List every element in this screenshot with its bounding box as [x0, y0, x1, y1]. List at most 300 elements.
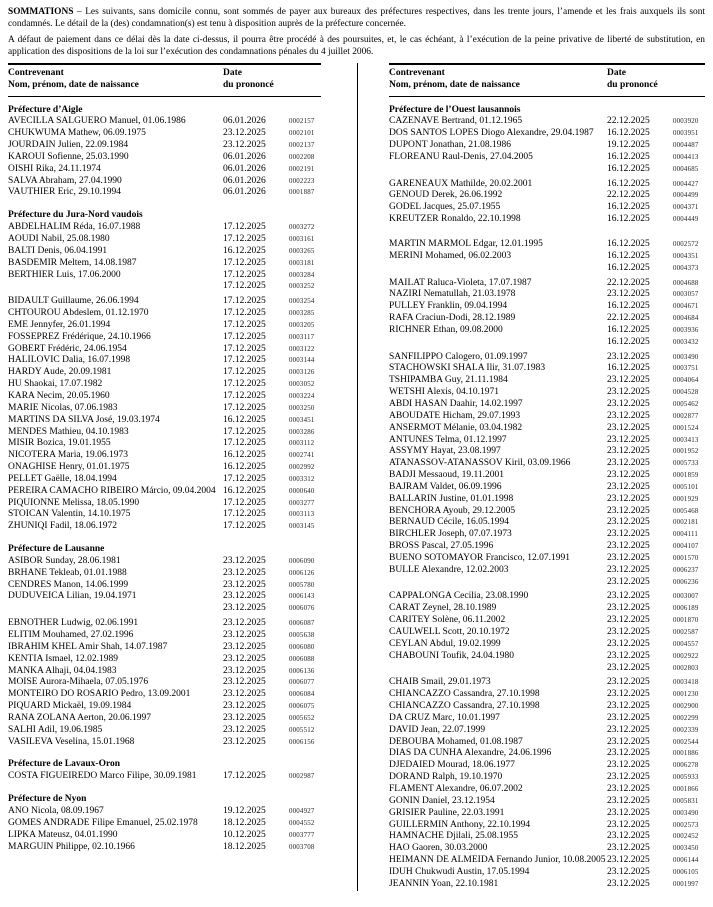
reference-number: 0002987 [289, 773, 315, 781]
reference-number: 0003936 [673, 326, 699, 334]
table-row [389, 772, 705, 784]
left-column [8, 63, 358, 890]
reference-number: 0006090 [289, 557, 315, 565]
prefecture-section [8, 544, 321, 748]
reference-number: 0002544 [673, 738, 699, 746]
contrevenant-name: KREUTZER Ronaldo, 22.10.1998 [389, 214, 521, 225]
prefecture-section [389, 105, 705, 891]
date-prononce: 23.12.2025 [223, 603, 266, 614]
contrevenant-name: BERTHIER Luis, 17.06.2000 [8, 269, 121, 280]
table-row [8, 152, 321, 164]
reference-number: 0004684 [673, 315, 699, 323]
contrevenant-name: CHIANCAZZO Cassandra, 27.10.1998 [389, 689, 540, 700]
sommations-title: SOMMATIONS [8, 7, 74, 17]
contrevenant-name: MARIE Nicolas, 07.06.1983 [8, 402, 118, 413]
table-row [389, 152, 705, 164]
reference-number: 0006076 [289, 605, 315, 613]
date-prononce: 23.12.2025 [607, 712, 650, 723]
reference-number: 0002900 [673, 703, 699, 711]
table-row [389, 627, 705, 639]
table-row [389, 128, 705, 140]
reference-number: 0003052 [289, 381, 315, 389]
reference-number: 0004499 [673, 192, 699, 200]
table-row [389, 278, 705, 290]
date-prononce: 23.12.2025 [607, 772, 650, 783]
contrevenant-name: ZHUNIQI Fadil, 18.06.1972 [8, 521, 117, 532]
reference-number: 0003181 [289, 259, 315, 267]
date-prononce: 23.12.2025 [607, 638, 650, 649]
table-row [8, 367, 321, 379]
table-row [8, 725, 321, 737]
reference-number: 0003277 [289, 499, 315, 507]
table-row [8, 568, 321, 580]
date-prononce: 23.12.2025 [607, 662, 650, 673]
contrevenant-name: DAVID Jean, 22.07.1999 [389, 724, 486, 735]
contrevenant-header [8, 68, 223, 91]
contrevenant-name: PELLET Gaëlle, 18.04.1994 [8, 473, 117, 484]
table-row [8, 164, 321, 176]
date-prononce: 23.12.2025 [607, 398, 650, 409]
table-row [8, 618, 321, 630]
reference-number: 0001870 [673, 617, 699, 625]
table-row [8, 222, 321, 234]
date-prononce: 23.12.2025 [607, 552, 650, 563]
date-prononce: 23.12.2025 [607, 541, 650, 552]
contrevenant-name: AOUDI Nabil, 25.08.1980 [8, 234, 110, 244]
contrevenant-name: KAROUI Sofienne, 25.03.1990 [8, 151, 129, 162]
reference-number: 0005468 [673, 507, 699, 515]
reference-number: 0003007 [673, 593, 699, 601]
table-row [8, 116, 321, 128]
date-prononce: 17.12.2025 [223, 521, 266, 532]
contrevenant-name: MAILAT Raluca-Violeta, 17.07.1987 [389, 277, 532, 288]
reference-number: 0004557 [673, 640, 699, 648]
contrevenant-name: NICOTERA Maria, 19.06.1973 [8, 450, 129, 461]
contrevenant-name: CHAIB Smail, 29.01.1973 [389, 677, 491, 688]
date-prononce: 23.12.2025 [607, 760, 650, 771]
date-prononce: 16.12.2025 [607, 336, 650, 347]
table-row [389, 517, 705, 529]
table-row [389, 375, 705, 387]
reference-number: 0003126 [289, 369, 315, 377]
contrevenant-name: DUDUVEICA Lilian, 19.04.1971 [8, 591, 137, 602]
reference-number: 0002191 [289, 165, 315, 173]
reference-number: 0001859 [673, 472, 699, 480]
table-row [389, 363, 705, 375]
reference-number: 0003708 [289, 843, 315, 851]
contrevenant-name: MISIR Bozica, 19.01.1955 [8, 438, 111, 449]
contrevenant-name: GONIN Daniel, 23.12.1954 [389, 795, 495, 806]
date-prononce: 17.12.2025 [223, 234, 266, 244]
date-prononce: 23.12.2025 [607, 410, 650, 421]
date-prononce: 17.12.2025 [223, 438, 266, 449]
table-row [8, 677, 321, 689]
reference-number: 0004413 [673, 153, 699, 161]
reference-number: 0006237 [673, 566, 699, 574]
contrevenant-header [389, 68, 607, 91]
date-prononce: 19.12.2025 [607, 140, 650, 151]
prefecture-section [8, 759, 321, 783]
date-prononce: 17.12.2025 [223, 367, 266, 378]
reference-number: 0006236 [673, 578, 699, 586]
contrevenant-name: MOISE Aurora-Mihaela, 07.05.1976 [8, 677, 149, 688]
contrevenant-name: EME Jennyfer, 26.01.1994 [8, 319, 111, 330]
prefecture-heading: Préfecture du Jura-Nord vaudois [8, 210, 143, 221]
date-prononce: 23.12.2025 [223, 128, 266, 139]
contrevenant-name: MANKA Alhaji, 04.04.1983 [8, 665, 117, 676]
date-prononce: 22.12.2025 [607, 277, 650, 288]
reference-number: 0006143 [289, 593, 315, 601]
default-payment-paragraph: A défaut de paiement dans ce délai dès la date ci-dessus, il pourra être procédé à des poursuites, et, le cas échéant, à l’exécution de la peine privative de liberté de substitution, en application des dispositions de la loi sur l’exécution des condamnations pénales du 4 juillet 2006. [8, 35, 705, 57]
contrevenant-name: SALVA Abraham, 27.04.1990 [8, 175, 122, 186]
contrevenant-name: WETSHI Alexis, 04.10.1971 [389, 387, 500, 398]
table-row [8, 666, 321, 678]
table-row [389, 843, 705, 855]
date-prononce: 23.12.2025 [223, 140, 266, 151]
contrevenant-name: GRISIER Pauline, 22.03.1991 [389, 807, 505, 818]
table-row [389, 529, 705, 541]
left-sections [8, 105, 321, 854]
date-prononce: 06.01.2026 [223, 116, 266, 127]
contrevenant-name: BULLE Alexandre, 12.02.2003 [389, 564, 509, 575]
date-prononce: 23.12.2025 [607, 351, 650, 362]
contrevenant-name: BASDEMIR Meltem, 14.08.1987 [8, 257, 137, 268]
contrevenant-name: RICHNER Ethan, 09.08.2000 [389, 324, 503, 335]
contrevenant-name: DJEDAIED Mourad, 18.06.1977 [389, 760, 515, 771]
table-row [389, 701, 705, 713]
table-row [389, 639, 705, 651]
reference-number: 0003224 [289, 392, 315, 400]
date-prononce: 23.12.2025 [607, 866, 650, 877]
date-prononce: 16.12.2025 [607, 128, 650, 139]
table-row [389, 615, 705, 627]
contrevenant-name: ANSERMOT Mélanie, 03.04.1982 [389, 422, 523, 433]
reference-number: 0006144 [673, 857, 699, 865]
contrevenant-name: ASSYMY Hayat, 23.08.1997 [389, 446, 501, 457]
table-row [8, 842, 321, 854]
reference-number: 0003777 [289, 831, 315, 839]
reference-number: 0005638 [289, 632, 315, 639]
table-row [8, 806, 321, 818]
reference-number: 0002587 [673, 629, 699, 636]
date-prononce: 23.12.2025 [607, 689, 650, 700]
contrevenant-name: CEYLAN Abdul, 19.02.1999 [389, 638, 501, 649]
date-prononce: 17.12.2025 [223, 390, 266, 401]
contrevenant-name: IDUH Chukwudi Austin, 17.05.1994 [389, 866, 530, 877]
reference-number: 0002101 [289, 130, 315, 138]
contrevenant-name: FLAMENT Alexandre, 06.07.2002 [389, 783, 523, 794]
table-row [8, 630, 321, 642]
contrevenant-name: BAJRAM Valdet, 06.09.1996 [389, 481, 502, 492]
date-prononce: 16.12.2025 [607, 151, 650, 162]
table-row [389, 784, 705, 796]
table-row [389, 725, 705, 737]
date-prononce: 06.01.2026 [223, 175, 266, 186]
reference-number: 0003057 [673, 291, 699, 299]
table-row [8, 391, 321, 403]
date-prononce: 16.12.2025 [223, 245, 266, 256]
table-row [389, 482, 705, 494]
table-row [8, 344, 321, 356]
date-prononce: 16.12.2025 [607, 239, 650, 249]
table-row [8, 320, 321, 332]
reference-number: 0003272 [289, 224, 315, 232]
reference-number: 0002992 [289, 464, 315, 472]
table-row [389, 855, 705, 867]
date-prononce: 23.12.2025 [223, 630, 266, 640]
date-prononce: 17.12.2025 [223, 509, 266, 520]
reference-number: 0005831 [673, 797, 699, 805]
date-prononce: 23.12.2025 [607, 458, 650, 469]
date-prononce: 23.12.2025 [607, 493, 650, 504]
contrevenant-name: GOBERT Frédéric, 24.06.1954 [8, 343, 127, 354]
reference-number: 0004927 [289, 807, 315, 815]
reference-number: 0002877 [673, 412, 699, 420]
contrevenant-name: CENDRÈS Manon, 14.06.1999 [8, 579, 129, 590]
table-row [8, 486, 321, 498]
reference-number: 0005780 [289, 581, 315, 589]
reference-number: 0006105 [673, 868, 699, 876]
reference-number: 0002223 [289, 177, 315, 185]
table-row [8, 355, 321, 367]
contrevenant-name: CARAT Zeynel, 28.10.1989 [389, 603, 497, 614]
contrevenant-name: DORAND Ralph, 19.10.1970 [389, 772, 503, 783]
table-row [389, 713, 705, 725]
table-row [8, 580, 321, 592]
table-row [8, 521, 321, 533]
reference-number: 0003920 [673, 118, 699, 126]
date-prononce: 23.12.2025 [607, 481, 650, 492]
date-prononce: 16.12.2025 [607, 202, 650, 213]
reference-number: 0004688 [673, 279, 699, 287]
reference-number: 0002922 [673, 652, 699, 660]
reference-number: 0004487 [673, 142, 699, 150]
reference-number: 0002741 [289, 452, 315, 460]
reference-number: 0002181 [673, 519, 699, 527]
reference-number: 0003432 [673, 338, 699, 346]
date-prononce: 16.12.2025 [607, 301, 650, 312]
reference-number: 0004111 [673, 531, 699, 539]
contrevenant-name: GOMES ANDRADE Filipe Emanuel, 25.02.1978 [8, 817, 198, 828]
table-row [8, 308, 321, 320]
date-prononce: 23.12.2025 [607, 736, 650, 747]
contrevenant-name: PEREIRA CAMACHO RIBEIRO Márcio, 09.04.2004 [8, 485, 216, 496]
contrevenant-name: CAULWELL Scott, 20.10.1972 [389, 627, 510, 637]
table-row [8, 642, 321, 654]
two-column-list [8, 63, 705, 890]
table-row [389, 435, 705, 447]
reference-number: 0003250 [289, 404, 315, 412]
contrevenant-name: BENCHORA Ayoub, 29.12.2005 [389, 505, 516, 516]
date-prononce: 17.12.2025 [223, 257, 266, 268]
table-row [8, 379, 321, 391]
contrevenant-name: HU Shaokai, 17.07.1982 [8, 379, 103, 390]
reference-number: 0004449 [673, 216, 699, 224]
date-prononce: 23.12.2025 [607, 387, 650, 398]
date-prononce: 23.12.2025 [607, 517, 650, 528]
date-prononce: 23.12.2025 [607, 591, 650, 602]
table-row [389, 289, 705, 301]
reference-number: 0004685 [673, 165, 699, 173]
date-prononce: 23.12.2025 [223, 579, 266, 590]
reference-number: 0006126 [289, 569, 315, 577]
reference-number: 0002572 [673, 241, 699, 248]
contrevenant-name: FOSSEPREZ Frédérique, 24.10.1966 [8, 331, 151, 342]
contrevenant-name [389, 337, 607, 349]
contrevenant-name: MERINI Mohamed, 06.02.2003 [389, 250, 512, 261]
table-row [389, 263, 705, 275]
date-prononce: 17.12.2025 [223, 308, 266, 319]
reference-number: 0003144 [289, 357, 315, 365]
contrevenant-name: SALHI Adil, 19.06.1985 [8, 724, 103, 735]
contrevenant-name: VASILEVA Veselina, 15.01.1968 [8, 736, 135, 747]
contrevenant-name: PIQUARD Mickaël, 19.09.1984 [8, 701, 132, 712]
reference-number: 0003450 [673, 845, 699, 853]
contrevenant-name: KARA Necim, 20.05.1960 [8, 390, 110, 401]
prefecture-section [8, 794, 321, 853]
date-prononce: 17.12.2025 [223, 497, 266, 508]
table-row [8, 258, 321, 270]
contrevenant-name: OISHI Rika, 24.11.1974 [8, 163, 101, 174]
date-prononce: 23.12.2025 [223, 677, 266, 688]
contrevenant-name: CHUKWUMA Mathew, 06.09.1975 [8, 128, 146, 139]
date-prononce: 17.12.2025 [223, 771, 266, 782]
date-prononce: 23.12.2025 [223, 555, 266, 566]
header-date: Date [223, 68, 242, 79]
reference-number: 0006080 [289, 643, 315, 651]
date-prononce: 17.12.2025 [223, 402, 266, 413]
contrevenant-name: BRHANE Tekleab, 01.01.1988 [8, 567, 127, 578]
table-row [8, 556, 321, 568]
reference-number: 0006084 [289, 691, 315, 699]
table-row [389, 867, 705, 879]
contrevenant-name: GODEL Jacques, 25.07.1955 [389, 202, 501, 213]
reference-number: 0000640 [289, 487, 315, 495]
contrevenant-name [389, 577, 607, 589]
intro-block [8, 7, 705, 58]
reference-number: 0004552 [289, 819, 315, 827]
date-prononce: 23.12.2025 [607, 831, 650, 842]
reference-number: 0005652 [289, 714, 315, 722]
table-row [389, 677, 705, 689]
table-row [389, 796, 705, 808]
date-prononce: 23.12.2025 [223, 653, 266, 664]
reference-number: 0006075 [289, 703, 315, 711]
date-header [607, 68, 705, 91]
contrevenant-name: PULLEY Franklin, 09.04.1994 [389, 301, 508, 312]
reference-number: 0002157 [289, 118, 315, 126]
contrevenant-name: GUILLERMIN Anthony, 22.10.1994 [389, 819, 531, 830]
date-prononce: 23.12.2025 [607, 843, 650, 854]
date-prononce: 10.12.2025 [223, 829, 266, 840]
header-du-prononce: du prononcé [607, 79, 658, 90]
contrevenant-name [8, 281, 223, 293]
contrevenant-name: NAZIRI Nematullah, 21.03.1978 [389, 289, 516, 300]
contrevenant-name: HEIMANN DE ALMEIDA Fernando Junior, 10.08.2005 [389, 855, 606, 866]
contrevenant-name: PIQUIONNE Melissa, 18.05.1990 [8, 497, 140, 508]
prefecture-heading: Préfecture de Lavaux-Oron [8, 759, 121, 770]
date-prononce: 17.12.2025 [223, 379, 266, 390]
reference-number: 0001887 [289, 189, 315, 197]
table-row [8, 462, 321, 474]
contrevenant-name: KENTIA Ismael, 12.02.1989 [8, 653, 119, 664]
date-prononce: 23.12.2025 [607, 855, 650, 866]
date-prononce: 23.12.2025 [607, 289, 650, 300]
date-prononce: 16.12.2025 [223, 450, 266, 461]
contrevenant-name: HARDY Aude, 20.09.1981 [8, 367, 112, 378]
table-row [8, 415, 321, 427]
contrevenant-name: BIRCHLER Joseph, 07.07.1973 [389, 529, 512, 540]
date-prononce: 23.12.2025 [607, 446, 650, 457]
table-row [8, 176, 321, 188]
reference-number: 0004107 [673, 543, 699, 551]
reference-number: 0003451 [289, 416, 315, 424]
date-prononce: 23.12.2025 [607, 627, 650, 637]
reference-number: 0005101 [673, 483, 699, 491]
reference-number: 0005512 [289, 726, 315, 734]
contrevenant-name [389, 164, 607, 176]
reference-number: 0003113 [289, 511, 315, 519]
contrevenant-name: CAPPALONGA Cecilia, 23.08.1990 [389, 591, 529, 602]
date-prononce: 17.12.2025 [223, 331, 266, 342]
reference-number: 0003145 [289, 523, 315, 531]
reference-number: 0003951 [673, 130, 699, 138]
table-row [8, 737, 321, 749]
date-prononce: 17.12.2025 [223, 319, 266, 330]
reference-number: 0001886 [673, 750, 699, 758]
table-row [389, 737, 705, 749]
table-row [389, 251, 705, 263]
header-du-prononce: du prononcé [223, 79, 274, 90]
prefecture-heading: Préfecture de l’Ouest lausannois [389, 104, 521, 115]
date-prononce: 23.12.2025 [607, 603, 650, 614]
date-prononce: 06.01.2026 [223, 163, 266, 174]
table-row [8, 427, 321, 439]
contrevenant-name: ASIBOR Sunday, 28.06.1981 [8, 555, 121, 566]
table-row [8, 296, 321, 308]
contrevenant-name: DEBOUBA Mohamed, 01.08.1987 [389, 736, 523, 747]
reference-number: 0004427 [673, 180, 699, 188]
date-prononce: 23.12.2025 [607, 564, 650, 575]
reference-number: 0003490 [673, 809, 699, 817]
date-prononce: 23.12.2025 [607, 529, 650, 540]
reference-number: 0006189 [673, 605, 699, 613]
table-row [389, 179, 705, 191]
date-prononce: 16.12.2025 [607, 324, 650, 335]
reference-number: 0003265 [289, 247, 315, 255]
contrevenant-name: ABDELHALIM Réda, 16.07.1988 [8, 222, 141, 233]
reference-number: 0003286 [289, 428, 315, 436]
contrevenant-name: ONAGHISE Henry, 01.01.1975 [8, 462, 130, 473]
date-prononce: 16.12.2025 [607, 250, 650, 261]
table-row [8, 234, 321, 246]
contrevenant-name: CAZENAVE Bertrand, 01.12.1965 [389, 116, 523, 127]
reference-number: 0003117 [289, 333, 315, 341]
date-prononce: 23.12.2025 [223, 724, 266, 735]
table-row [8, 281, 321, 293]
table-row [8, 591, 321, 603]
contrevenant-name: GARÉNEAUX Mathilde, 20.02.2001 [389, 178, 533, 189]
reference-number: 0006156 [289, 738, 315, 746]
contrevenant-name: BUENO SOTOMAYOR Francisco, 12.07.1991 [389, 552, 571, 563]
date-prononce: 16.12.2025 [223, 414, 266, 425]
table-row [389, 337, 705, 349]
reference-number: 0003418 [673, 679, 699, 687]
reference-number: 0002573 [673, 821, 699, 829]
date-prononce: 17.12.2025 [223, 296, 266, 307]
contrevenant-name: BADJI Messaoud, 19.11.2001 [389, 470, 504, 481]
contrevenant-name: DUPONT Jonathan, 21.08.1986 [389, 140, 512, 151]
